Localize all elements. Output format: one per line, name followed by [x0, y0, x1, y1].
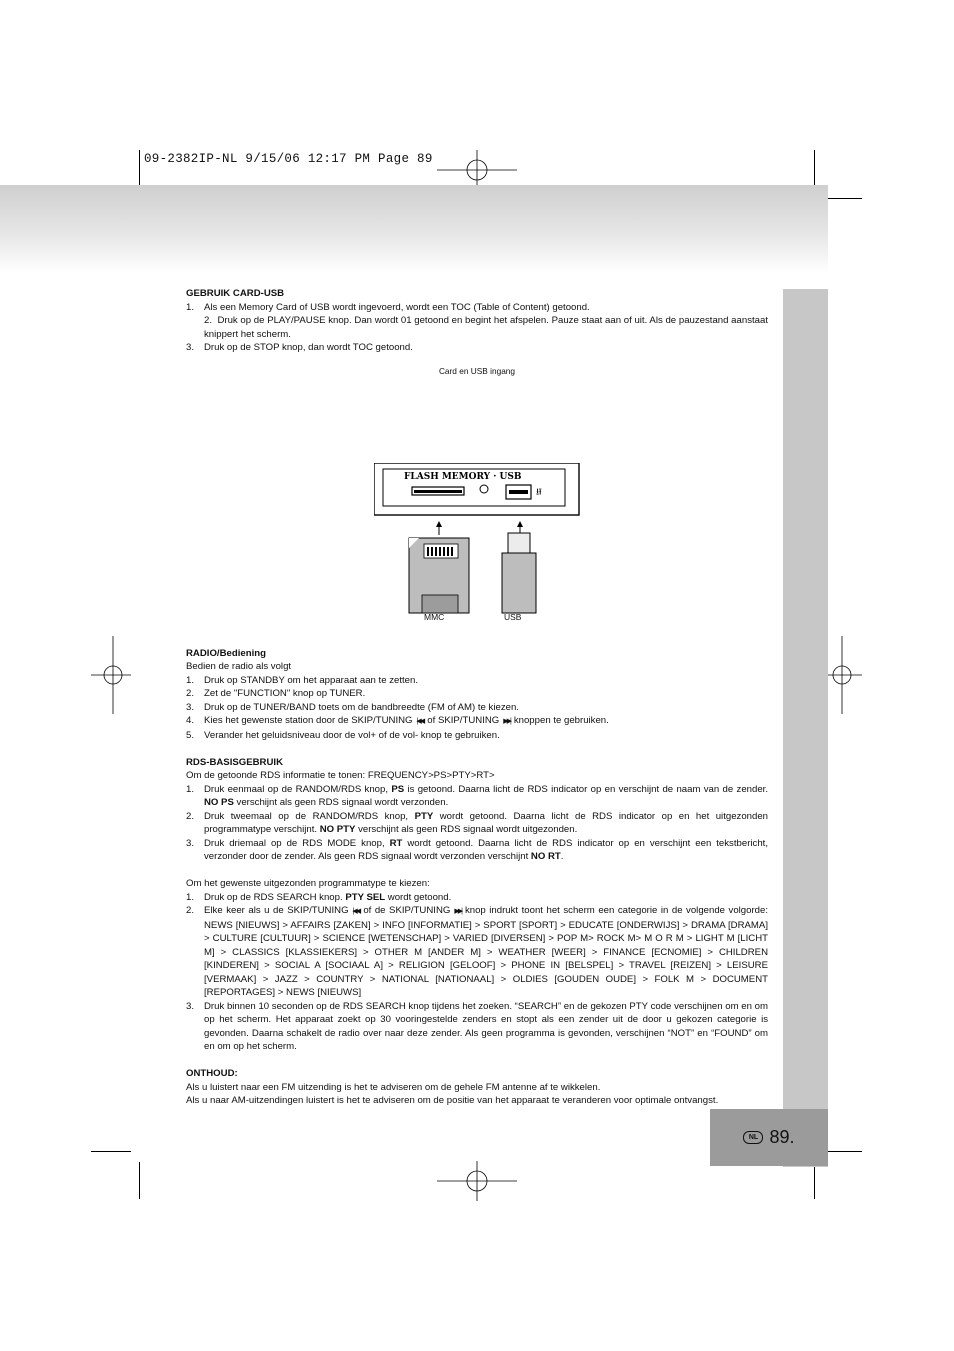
list-item: 1. Druk op de RDS SEARCH knop. PTY SEL wordt getoond.: [186, 891, 452, 903]
page-number-box: [710, 1109, 828, 1166]
list-item: 5. Verander het geluidsniveau door de vol+ of de vol- knop te gebruiken.: [186, 729, 500, 741]
list-item: 2. Elke keer als u de SKIP/TUNING |◀◀ of de SKIP/TUNING ▶▶| knop indrukt toont het scherm een categorie in de volgende volgorde: NEWS [NIEUWS] > AFFAIRS [ZAKEN] > INFO [INFORMATIE] > SPORT [SPORT] > EDUCATE [ONDERWIJS] > DRAMA [DRAMA] > CULTURE [CULTUUR] > SCIENCE [WETENSCHAP] > VARIED [DIVERSEN] > POP M> ROCK M> M O R M > LIGHT M [LICHT M] > CLASSICS [KLASSIEKERS] > OTHER M [ANDER M] > WEATHER [WEER] > FINANCE [ECNOMIE] > CHILDREN [KINDEREN] > SOCIAL A [SOCIAAL A] > RELIGION [GELOOF] > PHONE IN [BELSPEL] > TRAVEL [REIZEN] > LEISURE [VERMAAK] > JAZZ > COUNTRY > NATIONAL [NATIONAAL] > OLDIES [GOUDEN OUDE] > FOLK M > DOCUMENT [REPORTAGES] > NEWS [NIEUWS]: [186, 905, 768, 998]
panel-label: FLASH MEMORY · USB: [404, 471, 522, 482]
radio-heading: RADIO/Bediening: [186, 647, 266, 659]
registration-mark-top: [437, 150, 517, 190]
label-usb: USB: [504, 611, 522, 622]
figure-caption: Card en USB ingang: [438, 365, 516, 376]
list-item: 3. Druk op de STOP knop, dan wordt TOC getoond.: [186, 342, 413, 353]
side-tab: [783, 289, 828, 1167]
rds-heading: RDS-BASISGEBRUIK: [186, 756, 284, 768]
card-usb-figure: [186, 363, 768, 622]
skip-forward-icon: ▶▶|: [454, 908, 461, 915]
registration-mark-right: [822, 636, 862, 714]
list-item: 1. Als een Memory Card of USB wordt ingevoerd, wordt een TOC (Table of Content) getoond.: [186, 301, 590, 313]
onthoud-heading: ONTHOUD:: [186, 1068, 238, 1079]
list-item: 2. Zet de "FUNCTION" knop op TUNER.: [186, 688, 366, 699]
list-item: 2. Druk tweemaal op de RANDOM/RDS knop, PTY wordt getoond. Daarna licht de RDS indicator op en het uitgezonden programmatype verschijnt. NO PTY verschijnt als geen RDS signaal wordt uitgezonden.: [186, 810, 769, 835]
header-gradient-band: [0, 185, 828, 273]
registration-mark-left: [91, 636, 131, 714]
print-header: 09-2382IP-NL 9/15/06 12:17 PM Page 89: [144, 152, 433, 166]
list-item: 3. Druk binnen 10 seconden op de RDS SEARCH knop tijdens het zoeken. “SEARCH” en de gekozen PTY code verschijnen om en om op het scherm. Het apparaat zoekt op 30 vooringestelde zenders en stopt als een zender uit de door u gekozen categorie is gevonden. Daarna schakelt de radio over naar deze zender. Als geen programma is gevonden, verschijnen “NOT” en “FOUND” om en om op het scherm.: [186, 1000, 768, 1052]
page-number: 89.: [769, 1127, 795, 1147]
skip-back-icon: |◀◀: [416, 718, 424, 725]
list-item: 4. Kies het gewenste station door de SKIP/TUNING |◀◀ of SKIP/TUNING ▶▶| knoppen te gebruiken.: [186, 714, 768, 729]
registration-mark-bottom: [437, 1161, 517, 1201]
language-badge: NL: [743, 1131, 763, 1144]
pty-intro: Om het gewenste uitgezonden programmatype te kiezen:: [186, 878, 430, 889]
skip-back-icon: |◀◀: [352, 908, 360, 915]
list-item: 3. Druk driemaal op de RDS MODE knop, RT wordt getoond. Daarna licht de RDS indicator op en verschijnt een tekstbericht, verzonder door de zender. Als geen RDS signaal wordt verzonden verschijnt NO RT.: [186, 837, 768, 862]
card-usb-drawing: [374, 463, 584, 623]
rds-intro: Om de getoonde RDS informatie te tonen: FREQUENCY>PS>PTY>RT>: [186, 770, 495, 781]
skip-forward-icon: ▶▶|: [503, 718, 510, 725]
svg-text:⭿: ⭿: [536, 487, 542, 498]
card-usb-heading: GEBRUIK CARD-USB: [186, 288, 285, 299]
main-content: [186, 287, 768, 1108]
onthoud-line: Als u naar AM-uitzendingen luistert is het te adviseren om de positie van het apparaat te veranderen voor optimale ontvangst.: [186, 1095, 719, 1106]
list-item: 3. Druk op de TUNER/BAND toets om de bandbreedte (FM of AM) te kiezen.: [186, 701, 519, 713]
label-mmc: MMC: [424, 611, 445, 622]
list-item: 2. Druk op de PLAY/PAUSE knop. Dan wordt 01 getoond en begint het afspelen. Pauze staat aan of uit. Als de pauzestand aanstaat knippert het scherm.: [204, 315, 768, 340]
radio-intro: Bedien de radio als volgt: [186, 661, 292, 672]
list-item: 1. Druk eenmaal op de RANDOM/RDS knop, PS is getoond. Daarna licht de RDS indicator op en verschijnt de naam van de zender. NO PS verschijnt als geen RDS signaal wordt verzonden.: [186, 783, 768, 808]
list-item: 1. Druk op STANDBY om het apparaat aan te zetten.: [186, 674, 419, 686]
onthoud-line: Als u luistert naar een FM uitzending is het te adviseren om de gehele FM antenne af te wikkelen.: [186, 1081, 601, 1093]
